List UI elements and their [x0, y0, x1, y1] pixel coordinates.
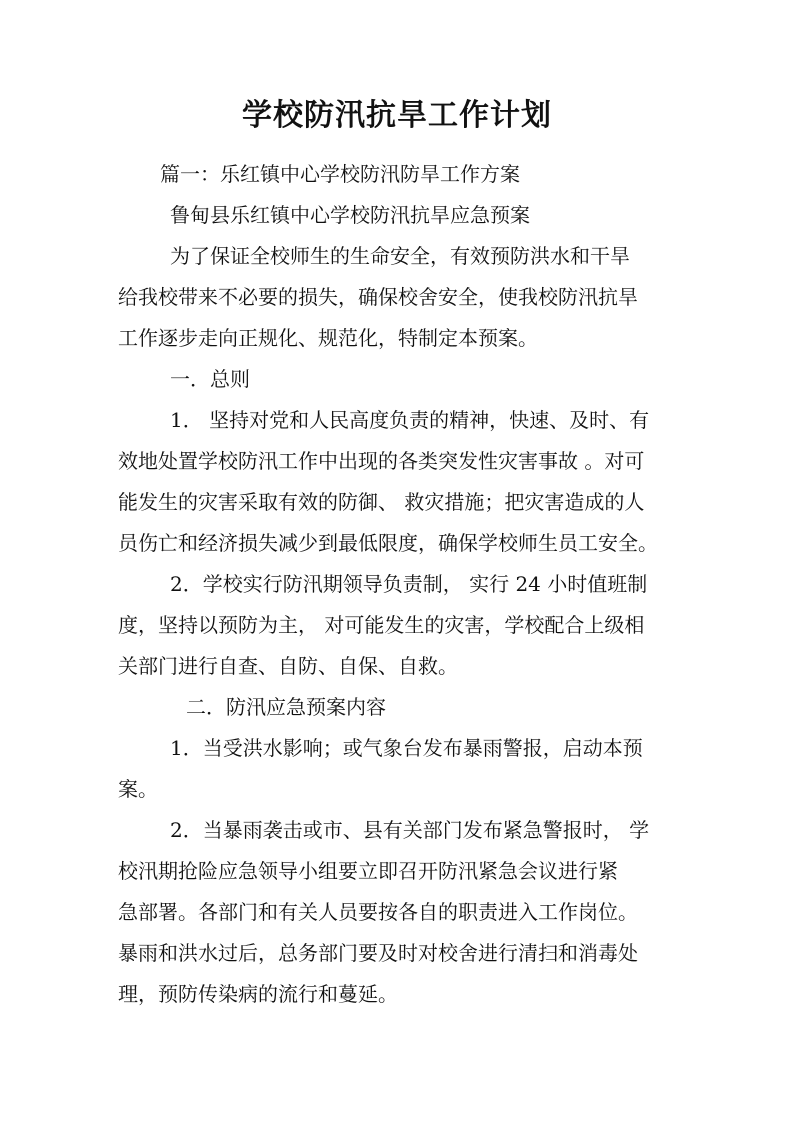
paragraph-line: 给我校带来不必要的损失，确保校舍安全，使我校防汛抗旱	[118, 285, 638, 309]
paragraph-line: 急部署。各部门和有关人员要按各自的职责进入工作岗位。	[118, 900, 638, 924]
heading-2: 鲁甸县乐红镇中心学校防汛抗旱应急预案	[170, 203, 530, 227]
section-heading-general: 一．总则	[170, 367, 250, 391]
paragraph-line: 工作逐步走向正规化、规范化，特制定本预案。	[118, 326, 538, 350]
paragraph-line: 案。	[118, 777, 158, 801]
paragraph-line: 关部门进行自查、自防、自保、自救。	[118, 654, 458, 678]
paragraph-line: 暴雨和洪水过后，总务部门要及时对校舍进行清扫和消毒处	[118, 941, 638, 965]
document-title: 学校防汛抗旱工作计划	[242, 98, 552, 133]
section-heading-plan-content: 二．防汛应急预案内容	[186, 695, 386, 719]
paragraph-line: 2．当暴雨袭击或市、县有关部门发布紧急警报时， 学	[170, 818, 650, 842]
heading-1: 篇一：乐红镇中心学校防汛防旱工作方案	[160, 162, 520, 186]
paragraph-line: 效地处置学校防汛工作中出现的各类突发性灾害事故 。对可	[118, 449, 645, 473]
paragraph-line: 2．学校实行防汛期领导负责制， 实行 24 小时值班制	[170, 572, 648, 596]
paragraph-line: 校汛期抢险应急领导小组要立即召开防汛紧急会议进行紧	[118, 859, 618, 883]
paragraph-line: 度，坚持以预防为主， 对可能发生的灾害，学校配合上级相	[118, 613, 645, 637]
paragraph-line: 员伤亡和经济损失减少到最低限度，确保学校师生员工安全。	[118, 531, 658, 555]
paragraph-line: 1． 坚持对党和人民高度负责的精神，快速、及时、有	[170, 408, 650, 432]
paragraph-line: 为了保证全校师生的生命安全，有效预防洪水和干旱	[170, 244, 630, 268]
paragraph-line: 理，预防传染病的流行和蔓延。	[118, 982, 398, 1006]
paragraph-line: 1．当受洪水影响；或气象台发布暴雨警报，启动本预	[170, 736, 643, 760]
paragraph-line: 能发生的灾害采取有效的防御、 救灾措施；把灾害造成的人	[118, 490, 645, 514]
